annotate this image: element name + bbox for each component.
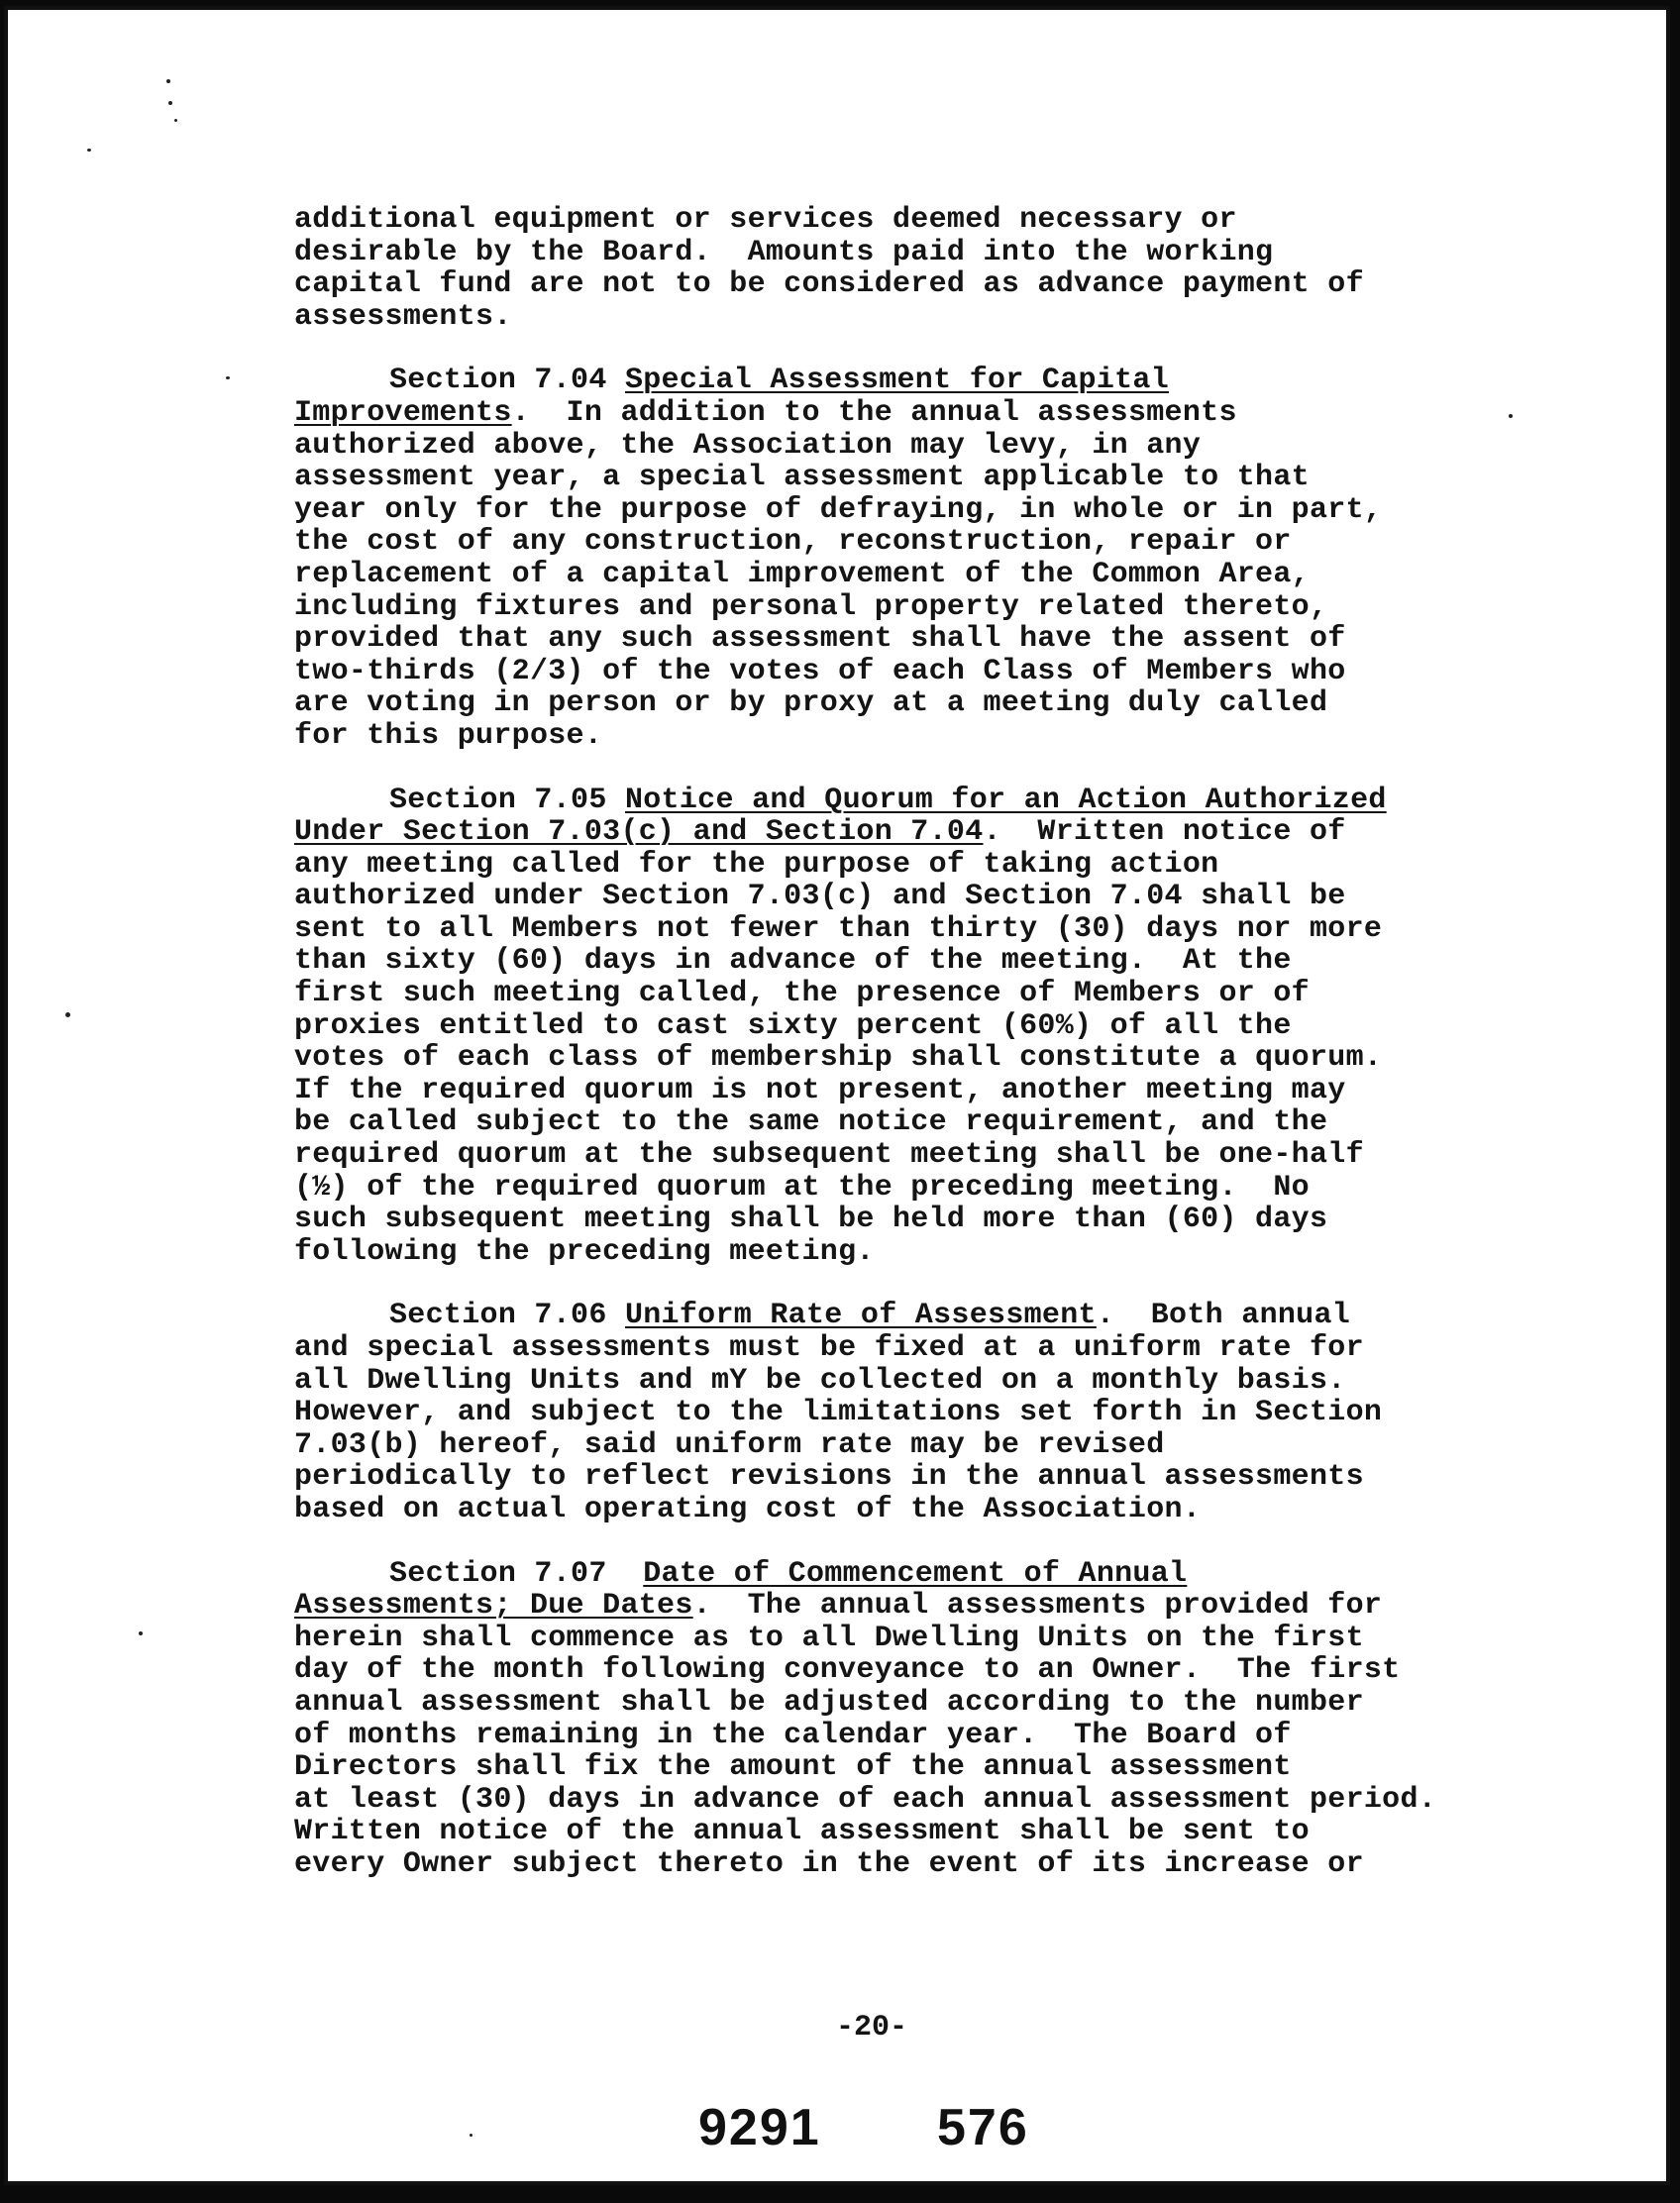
page-number: -20- — [836, 2011, 908, 2045]
scan-speck — [1509, 414, 1513, 418]
text-line: and special assessments must be fixed at a uniform rate for — [294, 1331, 1364, 1365]
text-line: additional equipment or services deemed necessary or — [294, 203, 1237, 237]
text-line: votes of each class of membership shall constitute a quorum. — [294, 1041, 1383, 1076]
text-line: such subsequent meeting shall be held more than (60) days — [294, 1203, 1328, 1237]
section-number: Section 7.07 — [389, 1556, 607, 1591]
section-text: . Written notice of — [983, 815, 1346, 850]
text-line: including fixtures and personal property related thereto, — [294, 589, 1328, 624]
text-line: required quorum at the subsequent meeting shall be one-half — [294, 1138, 1364, 1173]
text-line: of months remaining in the calendar year. The Board of — [294, 1718, 1292, 1752]
text-line: assessment year, a special assessment applicable to that — [294, 461, 1310, 495]
scan-speck — [166, 79, 170, 83]
text-line: are voting in person or by proxy at a meeting duly called — [294, 686, 1328, 721]
text-line: any meeting called for the purpose of taking action — [294, 847, 1219, 882]
recording-stamp-page: 576 — [937, 2099, 1029, 2156]
text-line: Written notice of the annual assessment shall be sent to — [294, 1815, 1310, 1849]
section-title-continued: Under Section 7.03(c) and Section 7.04 — [294, 815, 984, 850]
document-body — [294, 204, 1483, 1913]
scan-speck — [168, 101, 172, 105]
text-line: desirable by the Board. Amounts paid into the working — [294, 235, 1274, 269]
section-number: Section 7.05 — [389, 783, 607, 817]
text-line: sent to all Members not fewer than thirty (30) days nor more — [294, 911, 1383, 946]
text-line: first such meeting called, the presence of Members or of — [294, 977, 1310, 1011]
text-line: assessments. — [294, 299, 512, 334]
text-line: based on actual operating cost of the Association. — [294, 1492, 1202, 1526]
scan-speck — [174, 119, 177, 122]
scan-speck — [139, 1631, 143, 1635]
text-line: capital fund are not to be considered as advance payment of — [294, 267, 1364, 302]
intro-paragraph — [294, 204, 1483, 333]
text-line: authorized above, the Association may levy, in any — [294, 428, 1202, 463]
text-line: two-thirds (2/3) of the votes of each Class of Members who — [294, 654, 1346, 688]
section-title-continued: Assessments; Due Dates — [294, 1589, 693, 1624]
scan-speck — [87, 149, 91, 152]
scan-speck — [65, 1012, 70, 1017]
section-heading-line — [294, 785, 1483, 817]
text-line: replacement of a capital improvement of the Common Area, — [294, 557, 1310, 591]
section-number: Section 7.06 — [389, 1299, 607, 1333]
text-line: periodically to reflect revisions in the annual assessments — [294, 1460, 1364, 1495]
section-text: . Both annual — [1096, 1299, 1351, 1333]
document-page — [4, 6, 1670, 2185]
text-line: herein shall commence as to all Dwelling Units on the first — [294, 1621, 1364, 1655]
text-line: Directors shall fix the amount of the annual assessment — [294, 1750, 1292, 1785]
section-number: Section 7.04 — [389, 364, 607, 398]
section-title: Uniform Rate of Assessment — [624, 1299, 1097, 1333]
text-line: proxies entitled to cast sixty percent (60%) of all the — [294, 1008, 1292, 1043]
text-line: every Owner subject thereto in the event of its increase or — [294, 1846, 1364, 1881]
text-line: If the required quorum is not present, another meeting may — [294, 1073, 1346, 1107]
section-7-04 — [294, 365, 1483, 752]
text-line — [294, 1590, 1483, 1623]
text-line: However, and subject to the limitations set forth in Section — [294, 1396, 1383, 1430]
section-text: . The annual assessments provided for — [692, 1589, 1383, 1624]
text-line: at least (30) days in advance of each annual assessment period. — [294, 1782, 1437, 1817]
scan-speck — [470, 2134, 472, 2137]
scan-speck — [226, 376, 230, 379]
text-line: (½) of the required quorum at the preceding meeting. No — [294, 1170, 1310, 1205]
section-heading-line — [294, 1558, 1483, 1591]
text-line: than sixty (60) days in advance of the meeting. At the — [294, 944, 1292, 979]
text-line: be called subject to the same notice requirement, and the — [294, 1105, 1328, 1140]
text-line: day of the month following conveyance to an Owner. The first — [294, 1653, 1401, 1688]
text-line — [294, 397, 1483, 430]
section-title: Date of Commencement of Annual — [643, 1556, 1188, 1591]
text-line: authorized under Section 7.03(c) and Section 7.04 shall be — [294, 880, 1346, 914]
text-line — [294, 816, 1483, 849]
text-line: all Dwelling Units and mY be collected on a monthly basis. — [294, 1363, 1346, 1398]
section-heading-line — [294, 1300, 1483, 1332]
text-line: year only for the purpose of defraying, in whole or in part, — [294, 492, 1383, 527]
text-line: provided that any such assessment shall have the assent of — [294, 622, 1346, 657]
section-7-05 — [294, 785, 1483, 1269]
section-title: Special Assessment for Capital — [624, 364, 1170, 398]
recording-stamp-book: 9291 — [698, 2099, 821, 2156]
section-7-06 — [294, 1300, 1483, 1525]
text-line: 7.03(b) hereof, said uniform rate may be revised — [294, 1427, 1165, 1462]
section-7-07 — [294, 1558, 1483, 1881]
section-title: Notice and Quorum for an Action Authorized — [624, 783, 1387, 817]
text-line: annual assessment shall be adjusted according to the number — [294, 1685, 1364, 1720]
text-line: the cost of any construction, reconstruction, repair or — [294, 525, 1292, 560]
text-line: for this purpose. — [294, 718, 603, 753]
section-heading-line — [294, 365, 1483, 397]
section-text: . In addition to the annual assessments — [511, 395, 1237, 430]
text-line: following the preceding meeting. — [294, 1234, 875, 1269]
section-title-continued: Improvements — [294, 395, 512, 430]
